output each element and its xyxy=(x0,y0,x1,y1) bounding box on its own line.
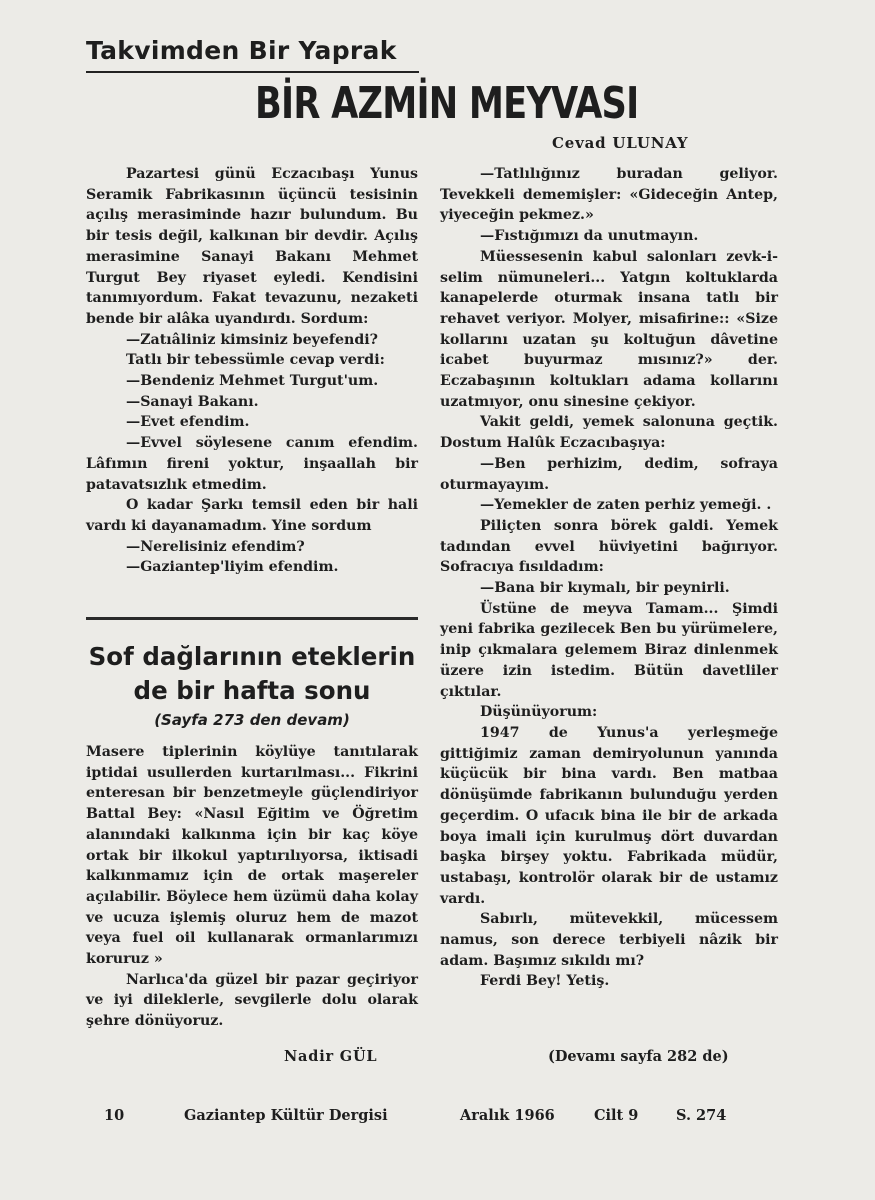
paragraph: —Evet efendim. xyxy=(126,414,250,431)
paragraph: Düşünüyorum: xyxy=(480,704,598,721)
paragraph: Vakit geldi, yemek salonuna geçtik. Dostum Halûk Eczacıbaşıya: xyxy=(440,414,778,452)
paragraph: —Gaziantep'liyim efendim. xyxy=(126,559,339,576)
paragraph: —Sanayi Bakanı. xyxy=(126,393,259,410)
paragraph: Ferdi Bey! Yetiş. xyxy=(480,973,610,990)
journal-name: Gaziantep Kültür Dergisi xyxy=(184,1107,388,1124)
article-author: Cevad ULUNAY xyxy=(552,134,689,152)
paragraph: —Evvel söylesene canım efendim. Lâfımın fireni yoktur, inşaallah bir patavatsızlık etmedim. xyxy=(86,435,418,493)
section-divider xyxy=(86,617,418,620)
paragraph: —Ben perhizim, dedim, sofraya oturmayayım. xyxy=(440,455,778,493)
volume-number: Cilt 9 xyxy=(594,1107,639,1124)
paragraph: —Zatıâliniz kimsiniz beyefendi? xyxy=(126,331,378,348)
section-kicker: Takvimden Bir Yaprak xyxy=(86,36,397,65)
second-article-subtitle: (Sayfa 273 den devam) xyxy=(154,711,350,729)
second-article-title-line1: Sof dağlarının eteklerin xyxy=(88,642,416,671)
paragraph: Pazartesi günü Eczacıbaşı Yunus Seramik Fabrikasının üçüncü tesisinin açılış merasiminde hazır bulundum. Bu bir tesis değil, kalkınan bir devdir. Açılış merasimine Sanayi Bakanı Mehmet Turgut Bey riyaset eyledi. Kendisini tanımıyordum. Fakat tevazunu, nezaketi bende bir alâka uyandırdı. Sordum: xyxy=(86,166,418,327)
issue-date: Aralık 1966 xyxy=(460,1107,555,1124)
paragraph: —Bendeniz Mehmet Turgut'um. xyxy=(126,373,379,390)
paragraph: Müessesenin kabul salonları zevk-i-selim nümuneleri... Yatgın koltuklarda kanapelerde oturmak insana tatlı bir rehavet veriyor. Molyer, misafirine:: «Size kollarını uzatan şu koltuğun dâvetine icabet buyurmaz mısınız?» der. Eczabaşının koltukları adama kollarını uzatmıyor, onu sinesine çekiyor. xyxy=(440,248,778,410)
paragraph: Üstüne de meyva Tamam... Şimdi yeni fabrika gezilecek Ben bu yürümelere, inip çıkmalara gelemem Biraz dinlenmek üzere izin istedim. Bütün davetliler çıktılar. xyxy=(440,600,778,700)
kicker-divider xyxy=(86,71,419,73)
paragraph: O kadar Şarkı temsil eden bir hali vardı ki dayanamadım. Yine sordum xyxy=(86,497,418,534)
article-title: BİR AZMİN MEYVASI xyxy=(255,78,639,129)
paragraph: —Nerelisiniz efendim? xyxy=(126,538,305,555)
paragraph: —Fıstığımızı da unutmayın. xyxy=(480,228,699,245)
paragraph: Piliçten sonra börek galdi. Yemek tadından evvel hüviyetini bağırıyor. Sofracıya fısıldadım: xyxy=(440,517,778,576)
article-left-column xyxy=(86,164,418,578)
paragraph: Tatlı bir tebessümle cevap verdi: xyxy=(126,352,385,369)
second-article-body xyxy=(86,742,418,1032)
second-article-title xyxy=(86,640,418,708)
issue-number: S. 274 xyxy=(676,1107,727,1124)
paragraph: —Bana bir kıymalı, bir peynirli. xyxy=(480,580,730,597)
paragraph: Masere tiplerinin köylüye tanıtılarak iptidai usullerden kurtarılması... Fikrini enteresan bir benzetmeyle güçlendiriyor Battal Bey: «Nasıl Eğitim ve Öğretim alanındaki kalkınma için bir kaç köye ortak bir ilkokul yaptırılıyorsa, iktisadi kalkınmamız için de ortak maşereler açılabilir. Böylece hem üzümü daha kolay ve ucuza işlemiş oluruz hem de mazot veya fuel oil kullanarak ormanlarımızı koruruz » xyxy=(86,744,418,968)
second-article-title-line2: de bir hafta sonu xyxy=(133,676,371,705)
paragraph: 1947 de Yunus'a yerleşmeğe gittiğimiz zaman demiryolunun yanında küçücük bir bina vardı. Ben matbaa dönüşümde fabrikanın bulunduğu yerden geçerdim. O ufacık bina ile bir de arkada boya imali için kurulmuş dört duvardan başka birşey yoktu. Fabrikada müdür, ustabaşı, kontrolör olarak bir de ustamız vardı. xyxy=(440,724,778,907)
article-right-column xyxy=(440,164,778,992)
second-article-author: Nadir GÜL xyxy=(284,1048,378,1065)
paragraph: Sabırlı, mütevekkil, mücessem namus, son derece terbiyeli nâzik bir adam. Başımız sıkıldı mı? xyxy=(440,911,778,969)
paragraph: Narlıca'da güzel bir pazar geçiriyor ve iyi dileklerle, sevgilerle dolu olarak şehre dönüyoruz. xyxy=(86,971,418,1030)
continued-note: (Devamı sayfa 282 de) xyxy=(548,1048,729,1065)
page-number: 10 xyxy=(104,1107,125,1124)
paragraph: —Yemekler de zaten perhiz yemeği. . xyxy=(480,497,772,514)
paragraph: —Tatlılığınız buradan geliyor. Tevekkeli dememişler: «Gideceğin Antep, yiyeceğin pekmez.» xyxy=(440,166,778,224)
